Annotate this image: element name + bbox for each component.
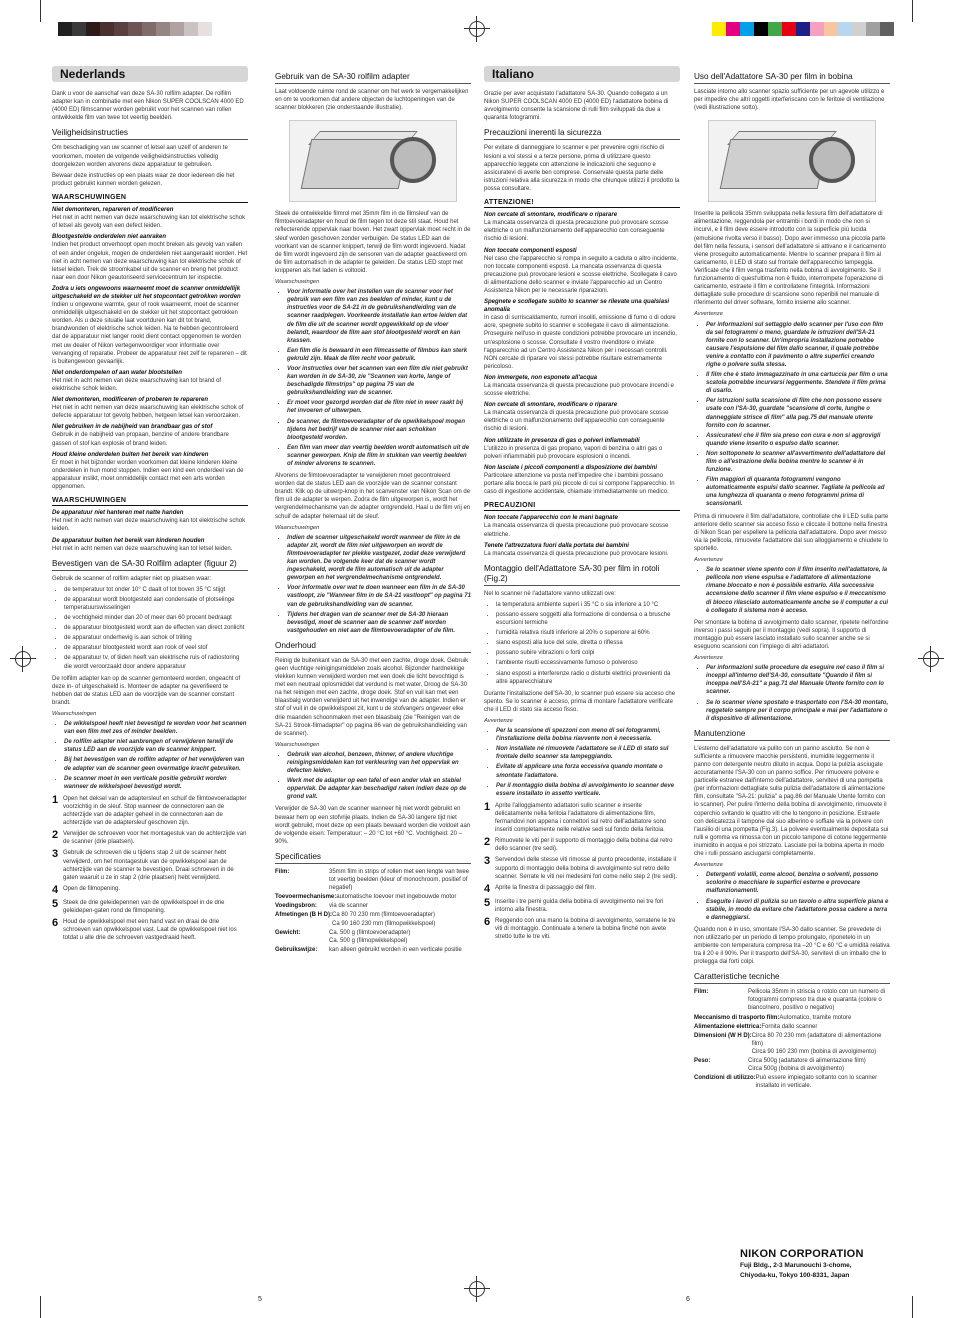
warnings-list-2 xyxy=(52,509,248,552)
note-item: • Tijdens het dragen van de scanner met de SA-30 hieraan bevestigd, moet de scanner aan de scanner zelf worden vastgehouden en niet aan de filmtoevoeradapter of de film. xyxy=(287,611,471,635)
warning-text: Het niet in acht nemen van deze waarschuwing kan tot elektrische schok of letsel als gevolg van een defect leiden. xyxy=(52,215,246,230)
warning-text: Gebruik in de nabijheid van propaan, benzine of andere brandbare gassen of stof kan explosie of brand leiden. xyxy=(52,432,229,447)
spec-value xyxy=(329,868,471,892)
list-item: • de vochtigheid minder dan 20 of meer dan 60 procent bedraagt xyxy=(64,614,248,622)
spec-value-line: automatische toevoer met ingebouwde motor xyxy=(336,894,457,901)
heading-safety: Precauzioni inerenti la sicurezza xyxy=(484,128,680,140)
step-number: 3 xyxy=(484,855,491,868)
note-item: • Gebruik van alcohol, benzeen, thinner, of andere vluchtige reinigingsmiddelen kan tot verkleuring van het oppervlak en defecten leiden. xyxy=(287,751,471,775)
warning-heading: Houd kleine onderdelen buiten het bereik van kinderen xyxy=(52,451,209,458)
column-dutch-right xyxy=(275,66,471,955)
step-item xyxy=(52,918,248,942)
mount-intro: Nel lo scanner né l'adattatore vanno utilizzati ove: xyxy=(484,590,616,597)
list-item: • siano esposti a interferenze radio o disturbi elettrici provenienti da altre apparecchiature xyxy=(496,670,680,686)
warning-heading: Niet demonteren, repareren of modificeren xyxy=(52,207,174,214)
color-swatch xyxy=(754,22,768,36)
step-number: 3 xyxy=(52,848,59,861)
condition-list xyxy=(52,586,248,671)
maintenance-text-2: Quando non è in uso, smontate l'SA-30 dallo scanner. Se prevedete di non utilizzarlo per un periodo di tempo prolungato, riponetelo in un ambiente con temperatura compresa tra –20 °C e 60 °C e umidità relativa tra il 20 e il 90%. Per il trasporto dell'SA-30, servitevi di un imballo che lo protegga dai forti colpi. xyxy=(694,926,890,966)
note-label: Avvertenze xyxy=(484,718,513,724)
list-item: • de temperatuur tot onder 10° C daalt of tot boven 35 °C stijgt xyxy=(64,586,248,594)
warnings-list xyxy=(52,206,248,491)
note-item: • Een film die is bewaard in een filmcassette of filmbus kan sterk gekruld zijn. Maak de film recht voor gebruik. xyxy=(287,347,471,363)
spec-value xyxy=(336,893,471,901)
heading-specifications: Caratteristiche tecniche xyxy=(694,972,890,984)
spec-value xyxy=(761,1023,890,1031)
company-address-2: Chiyoda-ku, Tokyo 100-8331, Japan xyxy=(740,1272,850,1279)
note-list xyxy=(694,566,890,615)
note-list xyxy=(694,321,890,509)
step-item xyxy=(484,884,680,895)
list-item: • la temperatura ambiente superi i 35 °C o sia inferiore a 10 °C xyxy=(496,601,680,609)
warning-text: Nel caso che l'apparecchio si rompa in seguito a caduta o altro incidente, non toccate componenti esposti. La mancata osservanza di questa precauzione può provocare lesioni e scosse elettriche. Scollegate il cavo di alimentazione dello scanner e inviate l'apparecchio ad un Centro Assistenza Nikon per le necessarie riparazioni. xyxy=(484,255,678,294)
note-item: • Assicuratevi che il film sia preso con cura e non si aggrovigli quando viene inserito o espulso dallo scanner. xyxy=(706,432,890,448)
step-number: 4 xyxy=(484,882,491,895)
note-label: Avvertenze xyxy=(694,862,723,869)
color-swatch xyxy=(72,22,86,36)
warning-heading: Non utilizzate in presenza di gas o polveri infiammabili xyxy=(484,437,640,444)
spec-value-line: Ca 90 160 230 mm (filmopwikkelspoel) xyxy=(332,920,436,927)
trim-line-bl xyxy=(40,1296,41,1318)
spec-key: Meccanismo di trasporto film: xyxy=(694,1014,780,1021)
spec-key: Gewicht: xyxy=(275,929,301,936)
spec-row xyxy=(694,1014,890,1022)
color-swatch xyxy=(782,22,796,36)
condition-list xyxy=(484,601,680,686)
step-number: 6 xyxy=(52,916,59,929)
warning-heading: De apparatuur niet hanteren met natte handen xyxy=(52,510,184,517)
note-list xyxy=(694,664,890,723)
warning-text: Indien het product onverhoopt open mocht breken als gevolg van vallen of een ander ongeluk, mogen de onderdelen niet aangeraakt worden. Het niet in acht nemen van deze waarschuwing kan tot elektrische schok of letsel leiden. Trek de stroomkabel uit de scanner en breng het product naar een door Nikon geautoriseerd servicecentrum ter inspectie. xyxy=(52,242,248,281)
remove-text: Prima di rimuovere il film dall'adattatore, controllate che il LED sulla parte anteriore dello scanner sia acceso fisso e cliccate il bottone nella finestra di Nikon Scan per espellere la pellicola dall'adattatore. Dopo aver messo via la pellicola, rimuovete l'adattatore dal suo alloggiamento e chiudete lo sportello. xyxy=(694,513,889,552)
spec-row xyxy=(275,868,471,892)
step-text: Houd de opwikkelspoel met een hand vast en draai de drie schroeven van opwikkelspoel vast. Laat de opwikkelspoel niet los totdat u alle drie de schroeven vastgedraaid heeft. xyxy=(63,918,237,942)
step-text: Open de filmopening. xyxy=(63,885,121,892)
color-swatch xyxy=(852,22,866,36)
spec-table xyxy=(275,868,471,954)
spec-value-line: Circa 90 160 230 mm (bobina di avvolgimento) xyxy=(751,1048,877,1055)
spec-key: Condizioni di utilizzo: xyxy=(694,1075,756,1082)
spec-key: Peso: xyxy=(694,1058,711,1064)
step-item xyxy=(52,899,248,915)
column-dutch-left xyxy=(52,66,248,945)
spec-value-line: 35mm film in strips of rollen met een lengte van twee tot veertig beelden (kleur of monochroom, positief of negatief) xyxy=(329,868,470,892)
step-text: Aprite la finestra di passaggio del film. xyxy=(495,884,597,891)
heading-maintenance: Onderhoud xyxy=(275,641,471,653)
warnings-list xyxy=(484,211,680,496)
spec-value-line: Circa 500g (bobina di avvolgimento) xyxy=(748,1066,845,1073)
spec-row xyxy=(275,911,471,927)
step-text: Inserite i tre perni guida della bobina di avvolgimento nei tre fori intorno alla finestra. xyxy=(495,898,664,913)
section-title-italian: Italiano xyxy=(484,66,680,82)
remove-text-2: Per smontare la bobina di avvolgimento dallo scanner, ripetete nell'ordine inverso i passi seguiti per il montaggio (vedi sopra). Il supporto di montaggio può essere lasciato installato sullo scanner anche se si eseguono scansioni con l'impiego di altri adattatori. xyxy=(694,619,889,650)
spec-row xyxy=(275,929,471,945)
spec-row xyxy=(275,893,471,901)
note-label: Waarschuwingen xyxy=(52,711,97,717)
note-item: • Per informazioni sulle procedure da eseguire nel caso il film si inceppi all'interno dell'SA-30, consultate "Quando il film si inceppa nell'SA-21" a pag.71 del Manuale Utente fornito con lo scanner. xyxy=(706,664,890,696)
spec-row xyxy=(275,902,471,910)
warning-heading: Spegnete e scollegate subito lo scanner se rilevate una qualsiasi anomalia xyxy=(484,299,670,314)
note-item: • Eseguite i lavori di pulizia su un tavolo o altra superficie piana e stabile, in modo da evitare che l'adattatore possa cadere a terra e danneggiarsi. xyxy=(706,898,890,922)
use-text: Steek de ontwikkelde filmrol met 35mm film in de filmsleuf van de filmtoevoeradapter en houd de film tegen tot deze stil staat. Houd het reflecterende oppervlak naar boven. Het zwart oppervlak moet recht in de sleuf worden geschoven zonder verbuigen. De status LED aan de voorkant van de scanner knippert, terwijl de film wordt ingevoerd. Nadat de film wordt ingevoerd zijn de sensoren van de adapter geactiveerd om de film automatisch in de adapter te geleiden. De status LED stopt met knipperen als het laden is voltooid. xyxy=(275,211,471,274)
intro-text: Dank u voor de aanschaf van deze SA-30 rolfilm adapter. De rolfilm adapter kan in combinatie met een Nikon SUPER COOLSCAN 4000 ED (4000 ED) filmscanner worden gebruikt voor het scannen van rollen ontwikkelde film van twee tot veertig beelden. xyxy=(52,91,244,122)
warning-text: Er moet in het bijzonder worden voorkomen dat kleine kinderen kleine onderdelen in hun mond stoppen. Indien een kind een onderdeel van de apparatuur inslikt, moet onmiddellijk contact met een arts worden opgenomen. xyxy=(52,459,244,491)
spec-value xyxy=(756,1074,890,1090)
color-swatch xyxy=(184,22,198,36)
company-address-1: Fuji Bldg., 2-3 Marunouchi 3-chome, xyxy=(740,1262,852,1269)
warning-heading: Niet demonteren, modificeren of proberen te repareren xyxy=(52,397,209,404)
warning-text: La mancata osservanza di questa precauzione può provocare scosse elettriche o un malfunzionamento dell'apparecchio con conseguente rischio di lesioni. xyxy=(484,410,669,433)
color-swatch xyxy=(796,22,810,36)
spec-table xyxy=(694,988,890,1090)
color-swatch xyxy=(114,22,128,36)
warning-text: Het niet in acht nemen van deze waarschuwing kan tot letsel leiden. xyxy=(52,545,233,552)
spec-value xyxy=(779,1014,890,1022)
step-item xyxy=(484,802,680,834)
page-number-right: 6 xyxy=(686,1296,690,1303)
spec-row xyxy=(694,988,890,1012)
spec-key: Film: xyxy=(275,868,290,875)
spec-value xyxy=(748,1057,890,1073)
note-item: • Per istruzioni sulla scansione di film che non possono essere usate con l'SA-30, guardate "scansione di corte, lunghe o danneggiate strisce di film" alla pag.75 del manuale utente fornito con lo scanner. xyxy=(706,397,890,429)
list-item: • possano subire vibrazioni o forti colpi xyxy=(496,649,680,657)
color-swatch xyxy=(880,22,894,36)
list-item: • de apparatuur wordt blootgesteld aan condensatie of plotselinge temperatuurswisselingen xyxy=(64,596,248,612)
crop-mark-bottom xyxy=(464,1276,490,1302)
warning-text: Particolare attenzione va posta nell'impedire che i bambini possano portare alla bocca le parti più piccole di cui si compone l'apparecchio. In caso di ingestione accidentale, chiamate immediatamente un medico. xyxy=(484,472,675,496)
spec-value-line: kan alleen gebruikt worden in een verticale positie xyxy=(329,946,462,953)
list-item: • de apparatuur tv, of tiiden heeft van elektrische ruis of radiostoring die wordt veroorzaakt door andere apparatuur xyxy=(64,654,248,670)
color-swatch xyxy=(142,22,156,36)
color-swatch xyxy=(58,22,72,36)
intro-text: Grazie per aver acquistato l'adattatore SA-30. Quando collegato a un Nikon SUPER COOLSCAN 4000 ED (4000 ED) l'adattatore bobina di avvolgimento consente la scansione di rulli film sviluppati da due a quaranta fotogrammi. xyxy=(484,91,669,122)
step-item xyxy=(52,795,248,827)
warning-text: La mancata osservanza di questa precauzione può provocare lesioni. xyxy=(484,550,669,557)
color-swatch xyxy=(712,22,726,36)
spec-value-line: Ca 80 70 230 mm (filmtoevoeradapter) xyxy=(332,912,436,919)
trim-line-tl xyxy=(40,0,41,22)
list-item: • de apparatuur blootgesteld wordt aan rook of veel stof xyxy=(64,644,248,652)
heading-specifications: Specificaties xyxy=(275,852,471,864)
warnings-heading-2: PRECAUZIONI xyxy=(484,502,680,511)
warning-heading: Non toccate componenti esposti xyxy=(484,247,577,254)
maintenance-text: L'esterno dell'adattatore va pulito con un panno asciutto. Se non è sufficiente a rimuovere macchie persistenti, inumidite leggermente il panno con detergente neutro diluito in acqua. Dopo la pulizia asciugate accuratamente l'SA-30 con un panno soffice. Per rimuovere polvere e particelle estranee dall'interno dell'adattatore, servitevi di una pompetta (per informazioni dettagliate sulla pulizia dell'adattatore di alimentazione film, consultate "SA-21: pulizia" a pag.86 del Manuale Utente fornito con lo scanner). Per pulire l'interno della bobina di avvolgimento, rimuovete il coperchio svitando le quattro viti che lo tengono in posizione. Estraete con delicatezza il tampone dal suo alberino e soffiate via la polvere con l'ausilio di una pompetta (Fig.3). La polvere eventualmente depositata sui rulli e gomma va rimossa con un piccolo tampone di cotone leggermente inumidito in acqua e poi strizzato. Lasciate poi la bobina aperta in modo che i rulli possano asciugarsi completamente. xyxy=(694,745,889,858)
step-number: 6 xyxy=(484,915,491,928)
spec-key: Toevoermechanisme: xyxy=(275,894,337,901)
spec-value xyxy=(752,1032,890,1056)
spec-key: Afmetingen (B H D): xyxy=(275,912,332,919)
step-number: 5 xyxy=(484,896,491,909)
note-label: Avvertenze xyxy=(694,655,723,662)
maintenance-text-2: Verwijder de SA-30 van de scanner wanneer hij niet wordt gebruikt en bewaar hem op een stofvrije plaats. Indien de SA-30 langere tijd niet wordt gebruikt, moet deze op een plaats bewaard worden die voldoet aan de volgende eisen: Temperatuur: – 20 °C tot +60 °C. Vochtigheid: 20 – 90%. xyxy=(275,806,471,845)
list-item: • de apparatuur onderhevig is aan schok of trilling xyxy=(64,634,248,642)
use-intro: Laat voldoende ruimte rond de scanner om het werk te vergemakkelijken en om te voorkomen dat andere objecten de luchtopeningen van de scanner blokkeren (zie onderstaande illustratie). xyxy=(275,89,469,112)
spec-value-line: Automatico, tramite motore xyxy=(779,1014,852,1021)
note-item: • Voor informatie over wat te doen wanneer een film in de SA-30 vastloopt, zie "Wanneer film in de SA-21 vastloopt" op pagina 71 van de gebruikshandleiding van de scanner. xyxy=(287,584,471,608)
spec-key: Alimentazione elettrica: xyxy=(694,1023,762,1030)
note-label: Avvertenze xyxy=(694,557,723,564)
note-list xyxy=(275,751,471,802)
step-text: Aprite l'alloggiamento adattatori sullo scanner e inserite delicatamente nella feritoia l'adattatore di alimentazione film, fermandovi non appena i connettori sul retro dell'adattatore sono inseriti completamente nelle relative sedi sul fondo della feritoia. xyxy=(495,802,667,834)
list-item: • l'umidità relativa risulti inferiore al 20% o superiore al 60% xyxy=(496,629,680,637)
warning-text: Indien u ongewone warmte, geur of rook waarneemt, moet de scanner onmiddellijk uitgeschakeld en de stekker uit het stopcontact getrokken worden. Als u deze situatie laat voortduren kan dit tot brand, brandwonden of elektrische schok leiden. Na te hebben gecontroleerd dat de apparatuur niet langer rookt dient contact opgenomen te worden met uw dealer of Nikon vertegenwoordiger voor informatie over vervanging of reparatie. Probeer de apparatuur niet zelf te repareren – dit is buitengewoon gevaarlijk. xyxy=(52,302,247,365)
color-swatch xyxy=(198,22,212,36)
step-text: Verwijder de schroeven voor het montagestuk van de achterzijde van de scanner (drie plaatsen). xyxy=(63,831,247,846)
color-swatch xyxy=(810,22,824,36)
note-item: • Voor instructies over het scannen van een film die niet gebruikt kan worden in de SA-30, zie "Scannen van korte, lange of beschadigde filmstrips" op pagina 75 van de gebruikshandleiding van de scanner. xyxy=(287,365,471,397)
spec-key: Gebruikswijze: xyxy=(275,946,318,953)
heading-mounting: Montaggio dell'Adattatore SA-30 per film in rotoli (Fig.2) xyxy=(484,564,680,586)
spec-value xyxy=(748,988,890,1012)
company-logo: NIKON CORPORATION xyxy=(740,1248,864,1260)
warning-heading: Non immergete, non esponete all'acqua xyxy=(484,374,598,381)
warning-text: Het niet in acht nemen van deze waarschuwing kan elektrische schok of defecte apparatuur tot gevolg hebben, hetgeen letsel kan veroorzaken. xyxy=(52,405,244,420)
note-item: • Detergenti volatili, come alcool, benzina o solventi, possono scolorire o macchiare le superfici esterne e provocare malfunzionamenti. xyxy=(706,871,890,895)
color-swatch xyxy=(128,22,142,36)
crop-mark-top xyxy=(464,16,490,42)
mount-intro: Gebruik de scanner of rolfilm adapter niet op plaatsen waar: xyxy=(52,575,212,582)
step-text: Rimuovete le viti per il supporto di montaggio della bobina dal retro dello scanner (tre sedi). xyxy=(495,838,673,853)
step-list xyxy=(52,795,248,942)
color-swatch xyxy=(86,22,100,36)
spec-value xyxy=(332,911,471,927)
heading-mounting: Bevestigen van de SA-30 Rolfilm adapter (figuur 2) xyxy=(52,559,248,571)
step-item xyxy=(484,898,680,914)
note-item: • Se lo scanner viene spento con il film inserito nell'adattatore, la pellicola non viene espulsa e l'adattatore di alimentazione rimane bloccato e non è possibile estrarlo. Alla successiva accensione dello scanner il film viene espulso e il meccanismo di blocco rilasciato automaticamente anche se il computer a cui è collegato il sistema non è acceso. xyxy=(706,566,890,615)
warning-text: L'utilizzo in presenza di gas propano, vapori di benzina o altri gas o polveri infiammabili può provocare esplosioni o incendi. xyxy=(484,445,663,460)
spec-value-line: Circa 500g (adattatore di alimentazione film) xyxy=(748,1058,866,1064)
note-item: • Indien de scanner uitgeschakeld wordt wanneer de film in de adapter zit, wordt de film niet uitgeworpen en wordt de filmtoevoeradapter ter plekke vastgezet, zodat deze verwijderd kan worden. De volgende keer dat de scanner wordt ingeschakeld, wordt de film automatisch uit de adapter geworpen en het vergrendelmechanisme ontgrendeld. xyxy=(287,534,471,583)
warnings-list-2 xyxy=(484,514,680,557)
step-text: Servendovi delle stesse viti rimosse al punto precedente, installate il supporto di montaggio della bobina di avvolgimento sul retro dello scanner. Serrate le viti nei medesimi fori come nello step 2 (tre sedi). xyxy=(495,857,678,880)
warning-heading: Niet onderdompelen of aan water blootstellen xyxy=(52,369,183,376)
spec-row xyxy=(275,946,471,954)
step-item xyxy=(484,917,680,941)
spec-value-line: Pellicola 35mm in striscia o rotolo con un numero di fotogrammi compreso tra due e quaranta (colore o bianco/nero, positivo o negativo) xyxy=(748,989,886,1012)
spec-value-line: Fornita dallo scanner xyxy=(761,1023,818,1030)
heading-use: Uso dell'Adattatore SA-30 per film in bobina xyxy=(694,72,890,84)
spec-row xyxy=(694,1032,890,1056)
warning-text: Het niet in acht nemen van deze waarschuwing kan tot brand of elektrische schok leiden. xyxy=(52,377,222,392)
step-item xyxy=(52,830,248,846)
warning-heading: Zodra u iets ongewoons waarneemt moet de scanner onmiddellijk uitgeschakeld en de stekker uit het stopcontact getrokken worden xyxy=(52,285,241,300)
warning-heading: Blootgestelde onderdelen niet aanraken xyxy=(52,234,167,241)
color-swatch xyxy=(100,22,114,36)
spec-value-line: Ca. 500 g (filmopwikkelspoel) xyxy=(329,937,408,944)
spec-key: Dimensioni (W H D): xyxy=(694,1032,752,1039)
note-label: Avvertenze xyxy=(694,311,723,318)
note-item: • Non installate né rimuovete l'adattatore se il LED di stato sul frontale dello scanner sta lampeggiando. xyxy=(496,745,680,761)
company-block xyxy=(740,1248,864,1280)
remove-text: Alvorens de filmtoevoeradapter te verwijderen moet gecontroleerd worden dat de status LED aan de voorzijde van de scanner constant brandt. Klik op de uitwerp-knop in het scanvenster van Nikon Scan om de film uit de adapter te werpen. Zodra de film uitgeworpen is, wordt het vergrendelmechanisme van de adapter ontgrendeld. Haal u de film vrij en schuif de adapter helemaal uit de sleuf. xyxy=(275,473,471,520)
use-text: Inserite la pellicola 35mm sviluppata nella fessura film dell'adattatore di alimentazione, reggendola per entrambi i bordi in modo che non si incurvi, e il film deve essere introdotto con la superficie più lucida (emulsione rivolta verso il basso). Dopo aver immesso una piccola parte del film nella fessura, i sensori dell'adattatore si attivano e il caricamento viene proseguito automaticamente. Mentre lo scanner prepara il film al caricamento, il LED di stato sul frontale dell'apparecchio lampeggia. Verificate che il film venga trasferito nella bobina di avvolgimento. Se il funzionamento di quest'ultima non è fluido, interrompete l'operazione di caricamento, estraete il film e controllatene l'integrità. Informazioni dettagliate sulle procedure di scansione sono reperibili nel manuale di riferimento del driver software, fornito insieme allo scanner. xyxy=(694,211,886,307)
note-list xyxy=(52,720,248,791)
take-up-reel-shape xyxy=(390,137,436,183)
color-swatch xyxy=(824,22,838,36)
warning-text: La mancata osservanza di questa precauzione può provocare scosse elettriche. xyxy=(484,523,669,538)
warning-text: In caso di surriscaldamento, rumori insoliti, emissione di fumo o di odore acre, spegnete subito lo scanner e scollegate il cavo di alimentazione. Proseguire nell'uso in queste condizioni potrebbe provocare un incendio, un'esplosione o scosse. Consultate il vostro rivenditore o inviate l'apparecchio ad un Centro Assistenza Nikon per i necessari controlli. NON cercate di riparare voi stessi potrebbe risultare estremamente pericoloso. xyxy=(484,315,677,370)
note-item: • Se lo scanner viene spostato e trasportato con l'SA-30 montato, reggetelo sempre per il corpo principale e mai per l'adattatore o il dispositivo di alimentazione. xyxy=(706,699,890,723)
color-swatch xyxy=(768,22,782,36)
spec-value-line: Può essere impiegato soltanto con lo scanner installato in verticale. xyxy=(755,1075,878,1090)
step-list xyxy=(484,802,680,941)
list-item: • l'ambiente risulti eccessivamente fumoso o polveroso xyxy=(496,659,680,667)
safety-intro: Om beschadiging van uw scanner of letsel aan uzelf of anderen te voorkomen, moeten de volgende veiligheidsinstructies volledig doorgelezen worden alvorens deze apparatuur te gebruiken. xyxy=(52,145,228,168)
trim-line-br xyxy=(912,1296,913,1318)
heading-use: Gebruik van de SA-30 rolfilm adapter xyxy=(275,72,471,84)
warning-heading: Non lasciate i piccoli componenti a disposizione dei bambini xyxy=(484,464,658,471)
step-item xyxy=(484,837,680,853)
note-item: • De wikkelspoel heeft niet bevestigd te worden voor het scannen van een film met zes of minder beelden. xyxy=(64,720,248,736)
spec-key: Film: xyxy=(694,989,709,996)
note-item: • Er moet voor gezorgd worden dat de film niet in weer raakt bij het invoeren of uitwerpen. xyxy=(287,399,471,415)
mount-text: Durante l'installazione dell'SA-30, lo scanner può essere sia acceso che spento. Se lo scanner è acceso, prima di montare l'adattatore verificate che il LED di stato sia acceso fisso. xyxy=(484,690,676,713)
note-item: • De rolfilm adapter niet aanbrengen of verwijderen terwijl de status LED aan de voorzijde van de scanner knippert. xyxy=(64,738,248,754)
color-swatch xyxy=(740,22,754,36)
step-number: 2 xyxy=(484,836,491,849)
warning-heading: De apparatuur buiten het bereik van kinderen houden xyxy=(52,537,205,544)
safety-intro-2: Bewaar deze instructies op een plaats waar ze door iedereen die het product gebruikt kunnen worden gelezen. xyxy=(52,172,235,187)
trim-line-tr xyxy=(912,0,913,22)
step-item xyxy=(52,849,248,881)
color-swatch xyxy=(726,22,740,36)
note-item: • De scanner moet in een verticale positie gebruikt worden wanneer de wikkelspoel bevestigd wordt. xyxy=(64,775,248,791)
spec-value xyxy=(329,946,471,954)
use-intro: Lasciate intorno allo scanner spazio sufficiente per un agevole utilizzo e per impedire che altri oggetti interferiscano con le feritoie di ventilazione (vedi illustrazione sotto). xyxy=(694,89,885,112)
section-title-dutch: Nederlands xyxy=(52,66,248,82)
take-up-reel-shape xyxy=(809,137,855,183)
column-italian-left xyxy=(484,66,680,944)
step-item xyxy=(52,885,248,896)
step-text: Reggendo con una mano la bobina di avvolgimento, serratene le tre viti di montaggio. Continuate a tenere la bobina finché non avete stretto tutte le tre viti. xyxy=(495,917,676,941)
list-item: • possano essere soggetti alla formazione di condensa o a brusche escursioni termiche xyxy=(496,611,680,627)
step-number: 5 xyxy=(52,897,59,910)
scanner-illustration xyxy=(289,120,457,202)
crop-mark-left xyxy=(10,646,36,672)
maintenance-text: Reinig de buitenkant van de SA-30 met een zachte, droge doek. Gebruik geen vluchtige reinigingsmiddelen zoals alcohol. Bijzonder hardnekkige vlekken kunnen verwijderd worden met een doek die licht bevochtigd is met een neutraal oplosmiddel dat verdund is met water. Droog de SA-30 na het reinigen met een zachte, droge doek. Stof en vuil kan met een blaasbalg worden verwijderd uit het inwendige van de adapter. Indien er stof of vuil in de opwikkelspoel zit, kunt u de stofvangers ongeveer elke drie maanden schoonmaken met een blaasbalg (zie "Reinigen van de SA-21 Strook-filmadapter" op pagina 86 van de gebruikshandleiding van de scanner). xyxy=(275,657,469,737)
note-item: • Een film van meer dan veertig beelden wordt automatisch uit de scanner geworpen. Knip de film in stukken van veertig beelden of minder alvorens te scannen. xyxy=(287,444,471,468)
spec-value-line: Ca. 500 g (filmtoevoeradapter) xyxy=(329,929,411,936)
spec-value xyxy=(329,929,471,945)
mount-text: De rolfilm adapter kan op de scanner gemonteerd worden, ongeacht of deze in- of uitgeschakeld is. Monteer de adapter na geverifieerd te hebben dat de status LED aan de voorzijde van de scanner constant brandt. xyxy=(52,675,241,706)
note-item: • Evitate di applicare una forza eccessiva quando montate o smontate l'adattatore. xyxy=(496,763,680,779)
spec-row xyxy=(694,1057,890,1073)
column-italian-right xyxy=(694,66,890,1091)
step-number: 2 xyxy=(52,829,59,842)
heading-maintenance: Manutenzione xyxy=(694,729,890,741)
grayscale-swatch-bar xyxy=(58,22,212,36)
note-label: Waarschuwingen xyxy=(275,524,320,531)
note-item: • Voor informatie over het instellen van de scanner voor het gebruik van een film van zes beelden of minder, kunt u de instructies voor de SA-21 in de gebruikshandleiding van de scanner raadplegen. Voorkeerde installatie kan ertoe leiden dat de film die uit de scanner wordt opgewikkeld op de vloer belandt, waardoor de film aan stof blootgesteld wordt en kan krassen. xyxy=(287,288,471,345)
warnings-heading: ATTENZIONE! xyxy=(484,199,680,208)
color-swatch xyxy=(170,22,184,36)
note-item: • Film maggiori di quaranta fotogrammi vengono automaticamente espulsi dallo scanner. Tagliate la pellicola ad una lunghezza di quaranta o meno fotogrammi prima di scansionarli. xyxy=(706,476,890,508)
page-number-left: 5 xyxy=(258,1296,262,1303)
safety-intro: Per evitare di danneggiare lo scanner e per prevenire ogni rischio di lesioni a voi stessi e a terze persone, prima di utilizzare questo apparecchio leggete con attenzione le indicazioni che seguono e assicuratevi di averle ben comprese. Conservate questa parte delle istruzioni relativa alla sicurezza in modo che chiunque utilizzi il prodotto la possa consultare. xyxy=(484,145,680,192)
step-text: Open het deksel van de adaptersleuf en schuif de filmtoevoeradapter voorzichtig in de sleuf. Stop wanneer de connectoren aan de achterzijde van de adapter geheel in de connectoren aan de achterzijde van de adaptersleuf geschoven zijn. xyxy=(63,795,247,827)
step-text: Steek de drie geleidepennen van de opwikkelspoel in de drie geleidepen-gaten rond de filmopening. xyxy=(63,899,225,914)
crop-mark-right xyxy=(918,646,944,672)
note-item: • Per il montaggio della bobina di avvolgimento lo scanner deve essere installato in assetto verticale. xyxy=(496,782,680,798)
list-item: • de apparatuur blootgesteld wordt aan de effecten van direct zonlicht xyxy=(64,624,248,632)
warnings-heading-2: WAARSCHUWINGEN xyxy=(52,497,248,506)
color-swatch-bar xyxy=(712,22,894,36)
note-list xyxy=(275,534,471,635)
note-item: • Per informazioni sul settaggio dello scanner per l'uso con film da sei fotogrammi o meno, guardate le istruzioni dell'SA-21 fornite con lo scanner. Un'impropria installazione potrebbe causare l'espulsione del film dallo scanner, il quale potrebbe venire a contatto con il pavimento o altre superfici creando righe o polvere sulla stessa. xyxy=(706,321,890,370)
warning-heading: Niet gebruiken in de nabijheid van brandbaar gas of stof xyxy=(52,424,213,431)
note-label: Waarschuwingen xyxy=(275,279,320,286)
note-item: • Bij het bevestigen van de rolfilm adapter of het verwijderen van de adapter van de scanner geen overmatige kracht gebruiken. xyxy=(64,756,248,772)
spec-row xyxy=(694,1023,890,1031)
color-swatch xyxy=(156,22,170,36)
warning-text: La mancata osservanza di questa precauzione può provocare scosse elettriche o un malfunzionamento dell'apparecchio con conseguente rischio di lesioni. xyxy=(484,220,669,243)
note-item: • Per la scansione di spezzoni con meno di sei fotogrammi, l'installazione della bobina riavvente non è necessaria. xyxy=(496,727,680,743)
note-list xyxy=(484,727,680,798)
heading-safety: Veiligheidsinstructies xyxy=(52,128,248,140)
warning-heading: Non cercate di smontare, modificare o riparare xyxy=(484,212,618,219)
warning-heading: Non toccate l'apparecchio con le mani bagnate xyxy=(484,515,618,522)
step-number: 4 xyxy=(52,883,59,896)
spec-row xyxy=(694,1074,890,1090)
step-number: 1 xyxy=(52,793,59,806)
note-item: • Werk met de adapter op een tafel of een ander vlak en stabiel oppervlak. De adapter kan beschadigd raken indien deze op de grond valt. xyxy=(287,777,471,801)
warnings-heading: WAARSCHUWINGEN xyxy=(52,194,248,203)
list-item: • siano esposti alla luce del sole, diretta o riflessa xyxy=(496,639,680,647)
warning-text: La mancata osservanza di questa precauzione può provocare incendi e scosse elettriche. xyxy=(484,383,674,398)
color-swatch xyxy=(866,22,880,36)
scanner-illustration xyxy=(708,120,876,202)
spec-value xyxy=(329,902,471,910)
step-number: 1 xyxy=(484,800,491,813)
note-item: • Non sottoponete lo scanner all'avvertimento dell'adattatore del film o all'estrazione della bobina mentre lo scanner è in funzione. xyxy=(706,450,890,474)
note-list xyxy=(694,871,890,922)
note-label: Waarschuwingen xyxy=(275,741,320,748)
warning-heading: Tenete l'attrezzatura fuori dalla portata dei bambini xyxy=(484,542,629,549)
spec-value-line: Circa 80 70 230 mm (adattatore di alimentazione film) xyxy=(751,1032,882,1047)
color-swatch xyxy=(838,22,852,36)
step-item xyxy=(484,856,680,880)
note-list xyxy=(275,288,471,468)
note-item: • De scanner, de filmtoevoeradapter of de opwikkelspoel mogen tijdens het bedrijf van de scanner niet aan schokken blootgesteld worden. xyxy=(287,418,471,442)
spec-value-line: via de scanner xyxy=(329,903,369,910)
note-item: • Il film che è stato immagazzinato in una cartuccia per film o una scatola potrebbe incurvarsi leggermente. Stendete il film prima di usarlo. xyxy=(706,371,890,395)
warning-text: Het niet in acht nemen van deze waarschuwing kan tot elektrische schok leiden. xyxy=(52,518,246,533)
step-text: Gebruik de schroeven die u tijdens stap 2 uit de scanner hebt verwijderd, om het montagestuk van de opwikkelspoel aan de achterzijde van de scanner te bevestigen. Draai schroeven in de gaten waaruit u ze in stap 2 (drie plaatsen) hebt verwijderd. xyxy=(63,850,234,881)
spec-key: Voedingsbron: xyxy=(275,903,317,910)
warning-heading: Non cercate di smontare, modificare o riparare xyxy=(484,402,618,409)
